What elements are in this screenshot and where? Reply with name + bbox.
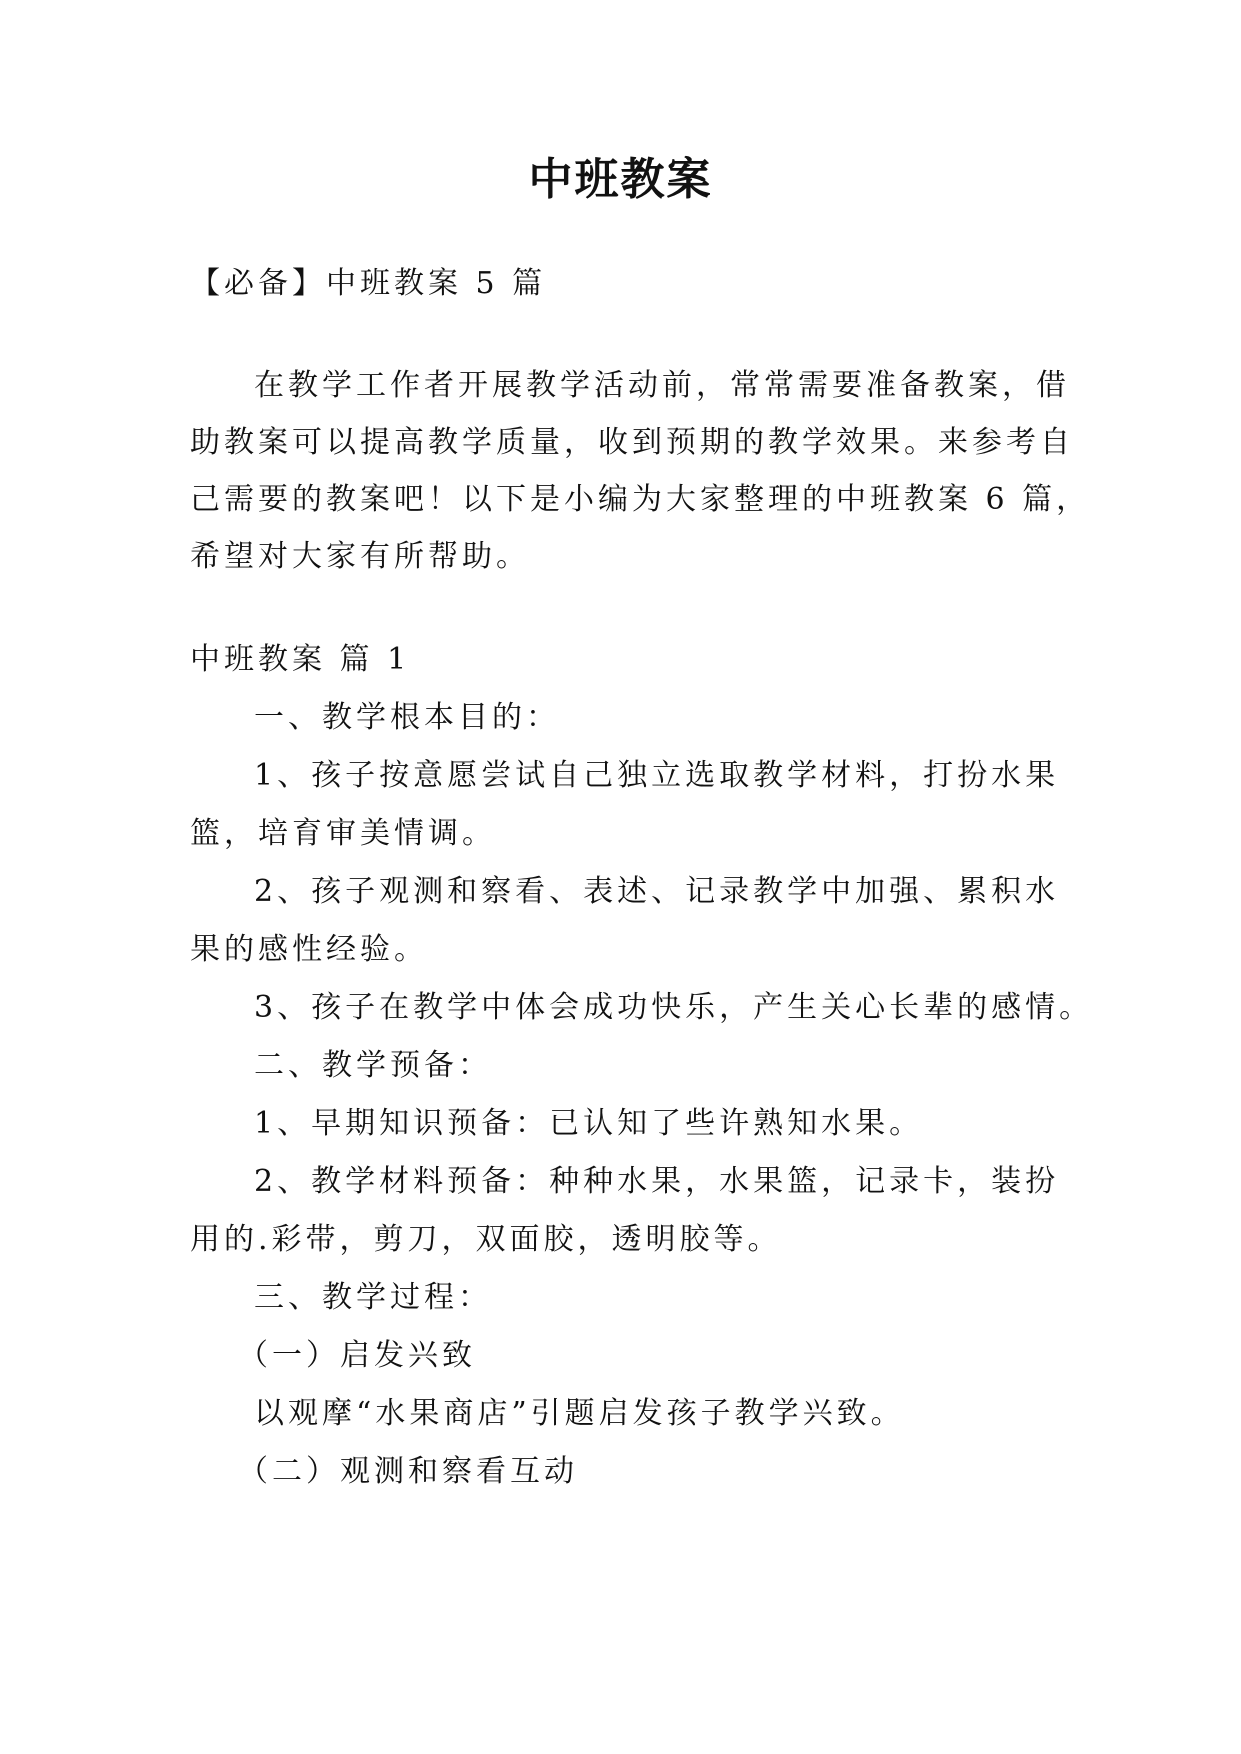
intro-line-1: 在教学工作者开展教学活动前，常常需要准备教案，借: [254, 368, 1070, 403]
body-line: 1、孩子按意愿尝试自己独立选取教学材料，打扮水果: [254, 758, 1060, 793]
body-line: 1、早期知识预备：已认知了些许熟知水果。: [254, 1106, 924, 1141]
body-line: 果的感性经验。: [190, 932, 428, 967]
intro-line-3: 己需要的教案吧！以下是小编为大家整理的中班教案 6 篇，: [190, 482, 1091, 517]
body-line: 三、教学过程：: [254, 1280, 492, 1315]
body-line: 3、孩子在教学中体会成功快乐，产生关心长辈的感情。: [254, 990, 1094, 1025]
intro-line-4: 希望对大家有所帮助。: [190, 539, 530, 574]
section-heading: 中班教案 篇 1: [190, 642, 411, 677]
body-line: 一、教学根本目的：: [254, 700, 560, 735]
body-line: 用的.彩带，剪刀，双面胶，透明胶等。: [190, 1222, 782, 1257]
body-line: （二）观测和察看互动: [238, 1454, 578, 1489]
intro-line-2: 助教案可以提高教学质量，收到预期的教学效果。来参考自: [190, 425, 1074, 460]
document-title: 中班教案: [528, 154, 713, 205]
body-line: （一）启发兴致: [238, 1338, 476, 1373]
document-subtitle: 【必备】中班教案 5 篇: [190, 266, 547, 301]
body-line: 2、孩子观测和察看、表述、记录教学中加强、累积水: [254, 874, 1060, 909]
body-line: 篮，培育审美情调。: [190, 816, 496, 851]
body-line: 2、教学材料预备：种种水果，水果篮，记录卡，装扮: [254, 1164, 1060, 1199]
body-line: 以观摩“水果商店”引题启发孩子教学兴致。: [254, 1396, 905, 1431]
body-line: 二、教学预备：: [254, 1048, 492, 1083]
